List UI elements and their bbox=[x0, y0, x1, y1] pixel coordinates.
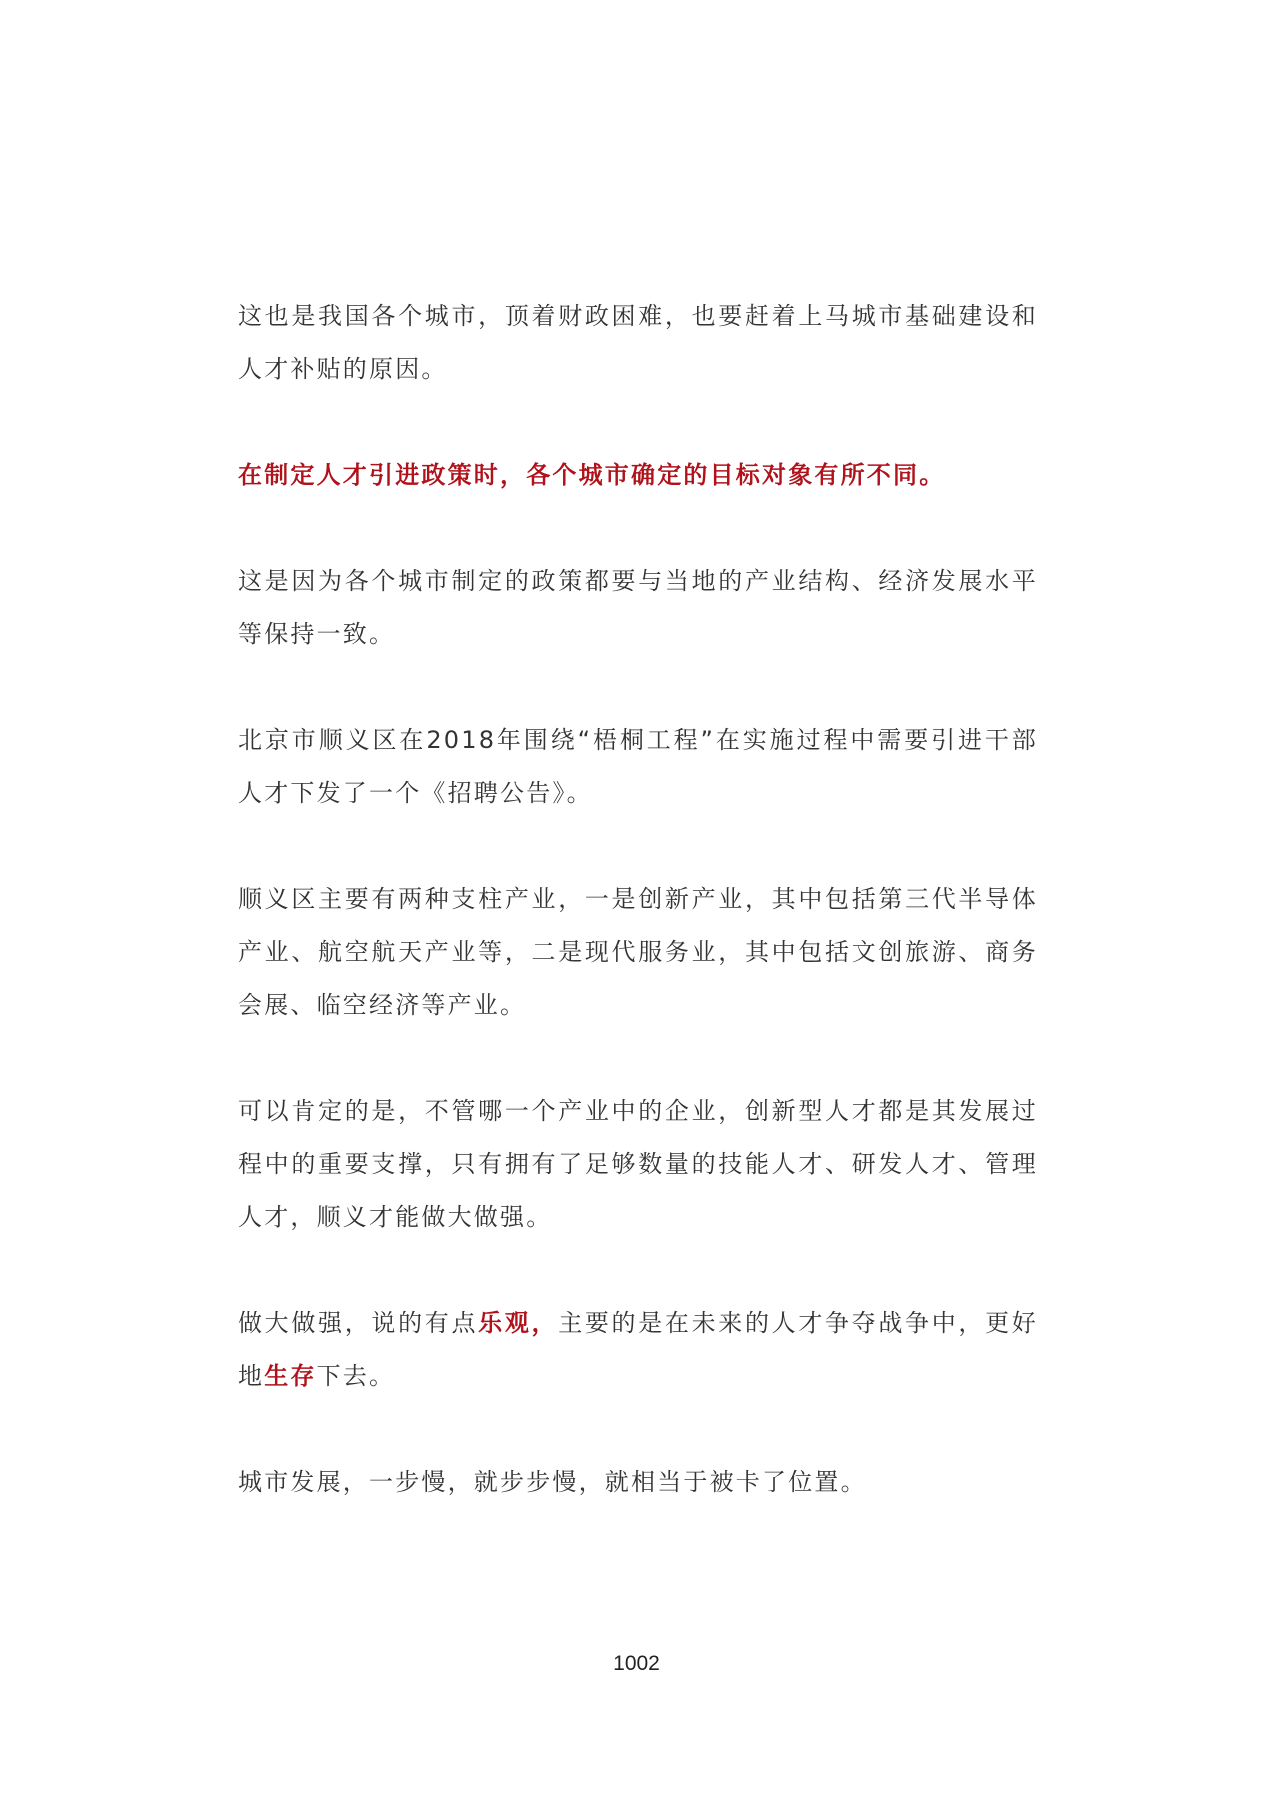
paragraph-5: 顺义区主要有两种支柱产业，一是创新产业，其中包括第三代半导体产业、航空航天产业等，二是现代服务业，其中包括文创旅游、商务会展、临空经济等产业。 bbox=[238, 885, 1038, 1019]
paragraph-7-part-2: 主要的是在未来的人才争夺战争中，更好地 bbox=[238, 1309, 1038, 1390]
paragraph-3: 这是因为各个城市制定的政策都要与当地的产业结构、经济发展水平等保持一致。 bbox=[238, 567, 1038, 648]
highlight-optimistic: 乐观， bbox=[478, 1309, 559, 1337]
paragraph-4: 北京市顺义区在2018年围绕“梧桐工程”在实施过程中需要引进干部人才下发了一个《招聘公告》。 bbox=[238, 726, 1038, 807]
paragraph-7-part-1: 做大做强，说的有点 bbox=[238, 1309, 479, 1337]
paragraph-6: 可以肯定的是，不管哪一个产业中的企业，创新型人才都是其发展过程中的重要支撑，只有拥有了足够数量的技能人才、研发人才、管理人才，顺义才能做大做强。 bbox=[238, 1097, 1038, 1231]
paragraph-1: 这也是我国各个城市，顶着财政困难，也要赶着上马城市基础建设和人才补贴的原因。 bbox=[238, 302, 1038, 383]
highlight-survive: 生存 bbox=[264, 1362, 317, 1390]
body-content bbox=[238, 290, 1038, 1562]
paragraph-7-part-3: 下去。 bbox=[316, 1362, 396, 1390]
highlighted-heading-paragraph: 在制定人才引进政策时，各个城市确定的目标对象有所不同。 bbox=[238, 461, 946, 489]
paragraph-8: 城市发展，一步慢，就步步慢，就相当于被卡了位置。 bbox=[238, 1468, 867, 1496]
page-number: 1002 bbox=[613, 1652, 660, 1675]
paragraph-7 bbox=[238, 1297, 1038, 1403]
